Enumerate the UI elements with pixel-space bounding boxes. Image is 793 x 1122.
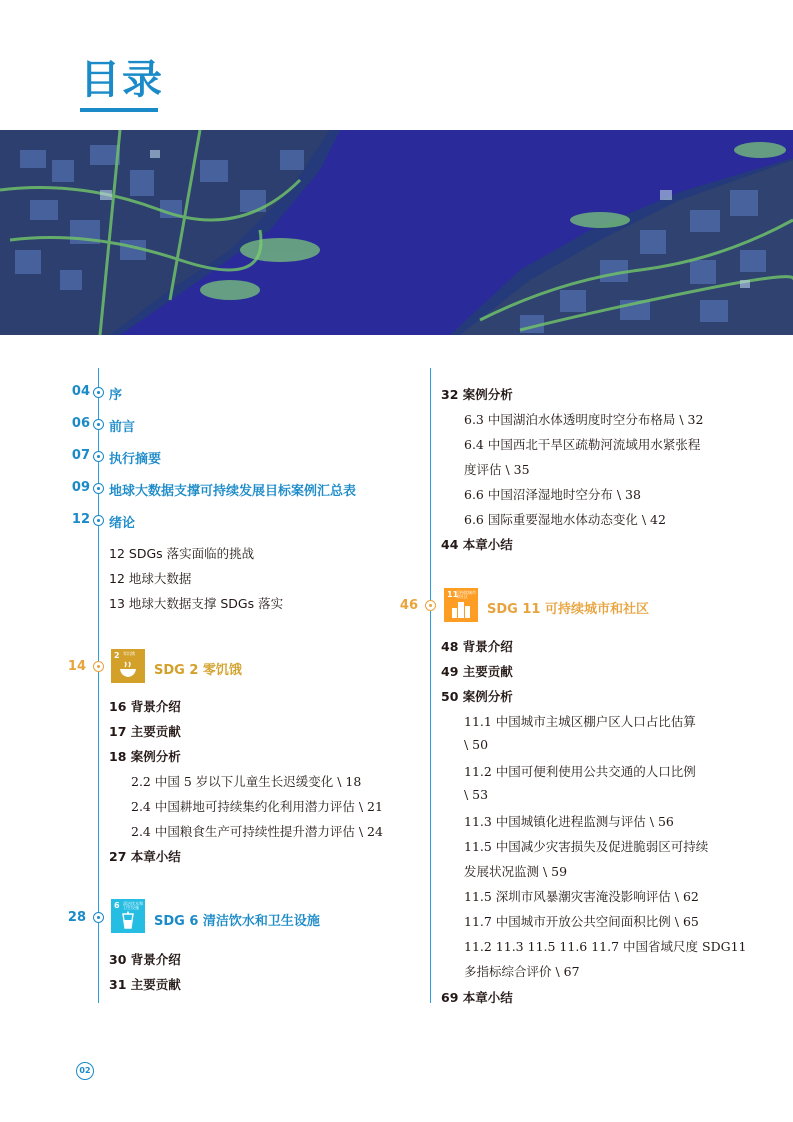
toc-entry[interactable]: 50 案例分析 [441, 689, 513, 704]
timeline-node [93, 515, 104, 526]
toc-entry[interactable]: 12 地球大数据 [109, 571, 192, 586]
toc-link-sdg11[interactable]: SDG 11 可持续城市和社区 [487, 602, 649, 617]
page-number: 02 [76, 1062, 94, 1080]
city-buildings-icon [451, 599, 471, 619]
toc-subentry[interactable]: 11.5 中国减少灾害损失及促进脆弱区可持续 [464, 839, 709, 854]
toc-subentry[interactable]: 多指标综合评价 \ 67 [464, 964, 580, 979]
toc-subentry[interactable]: 6.3 中国湖泊水体透明度时空分布格局 \ 32 [464, 412, 704, 427]
timeline-node [93, 387, 104, 398]
satellite-banner-image [0, 130, 793, 335]
chapter-number: 06 [71, 416, 90, 431]
toc-link-sdg2[interactable]: SDG 2 零饥饿 [154, 663, 242, 678]
chapter-number: 04 [71, 384, 90, 399]
toc-entry[interactable]: 30 背景介绍 [109, 952, 181, 967]
toc-entry[interactable]: 16 背景介绍 [109, 699, 181, 714]
toc-entry[interactable]: 44 本章小结 [441, 537, 513, 552]
toc-subentry[interactable]: 11.3 中国城镇化进程监测与评估 \ 56 [464, 814, 674, 829]
sdg6-badge: 6 清洁饮水和卫生设施 [111, 899, 145, 933]
toc-subentry[interactable]: 11.2 中国可便利使用公共交通的人口比例 [464, 764, 696, 779]
toc-subentry[interactable]: 2.2 中国 5 岁以下儿童生长迟缓变化 \ 18 [131, 774, 362, 789]
chapter-number: 46 [399, 598, 418, 613]
toc-link-executive-summary[interactable]: 执行摘要 [109, 452, 162, 467]
toc-entry[interactable]: 48 背景介绍 [441, 639, 513, 654]
timeline-node [93, 483, 104, 494]
toc-subentry[interactable]: 6.4 中国西北干旱区疏勒河流域用水紧张程 [464, 437, 701, 452]
toc-link-foreword[interactable]: 前言 [109, 420, 136, 435]
toc-entry[interactable]: 32 案例分析 [441, 387, 513, 402]
toc-subentry[interactable]: 发展状况监测 \ 59 [464, 864, 568, 879]
toc-subentry[interactable]: \ 53 [464, 787, 489, 802]
toc-subentry[interactable]: 11.1 中国城市主城区棚户区人口占比估算 [464, 714, 696, 729]
chapter-number: 14 [67, 659, 86, 674]
toc-subentry[interactable]: 2.4 中国粮食生产可持续性提升潜力评估 \ 24 [131, 824, 383, 839]
toc-entry[interactable]: 17 主要贡献 [109, 724, 181, 739]
timeline-node [93, 451, 104, 462]
timeline-right [430, 368, 431, 1003]
toc-entry[interactable]: 13 地球大数据支撑 SDGs 落实 [109, 596, 284, 611]
toc-subentry[interactable]: 6.6 中国沼泽湿地时空分布 \ 38 [464, 487, 641, 502]
toc-link-introduction[interactable]: 绪论 [109, 516, 136, 531]
sdg11-badge: 11 可持续城市和社区 [444, 588, 478, 622]
title-underline [80, 108, 158, 112]
toc-subentry[interactable]: 11.2 11.3 11.5 11.6 11.7 中国省域尺度 SDG11 [464, 939, 747, 954]
chapter-number: 28 [67, 910, 86, 925]
toc-subentry[interactable]: 度评估 \ 35 [464, 462, 530, 477]
bowl-icon [118, 660, 138, 680]
timeline-node [425, 600, 436, 611]
chapter-number: 12 [71, 512, 90, 527]
toc-entry[interactable]: 31 主要贡献 [109, 977, 181, 992]
toc-entry[interactable]: 27 本章小结 [109, 849, 181, 864]
toc-entry[interactable]: 69 本章小结 [441, 990, 513, 1005]
toc-subentry[interactable]: 11.5 深圳市风暴潮灾害淹没影响评估 \ 62 [464, 889, 699, 904]
toc-subentry[interactable]: \ 50 [464, 737, 489, 752]
toc-subentry[interactable]: 6.6 国际重要湿地水体动态变化 \ 42 [464, 512, 666, 527]
timeline-node [93, 661, 104, 672]
toc-subentry[interactable]: 11.7 中国城市开放公共空间面积比例 \ 65 [464, 914, 699, 929]
toc-link-preface[interactable]: 序 [109, 388, 123, 403]
timeline-left [98, 368, 99, 1003]
timeline-node [93, 419, 104, 430]
water-glass-icon [118, 910, 138, 930]
toc-entry[interactable]: 49 主要贡献 [441, 664, 513, 679]
chapter-number: 07 [71, 448, 90, 463]
toc-subentry[interactable]: 2.4 中国耕地可持续集约化利用潜力评估 \ 21 [131, 799, 383, 814]
sdg2-badge: 2 零饥饿 [111, 649, 145, 683]
toc-link-case-summary-table[interactable]: 地球大数据支撑可持续发展目标案例汇总表 [109, 484, 357, 499]
toc-entry[interactable]: 12 SDGs 落实面临的挑战 [109, 546, 255, 561]
page-title: 目录 [80, 57, 164, 103]
toc-entry[interactable]: 18 案例分析 [109, 749, 181, 764]
toc-link-sdg6[interactable]: SDG 6 清洁饮水和卫生设施 [154, 914, 320, 929]
chapter-number: 09 [71, 480, 90, 495]
timeline-node [93, 912, 104, 923]
